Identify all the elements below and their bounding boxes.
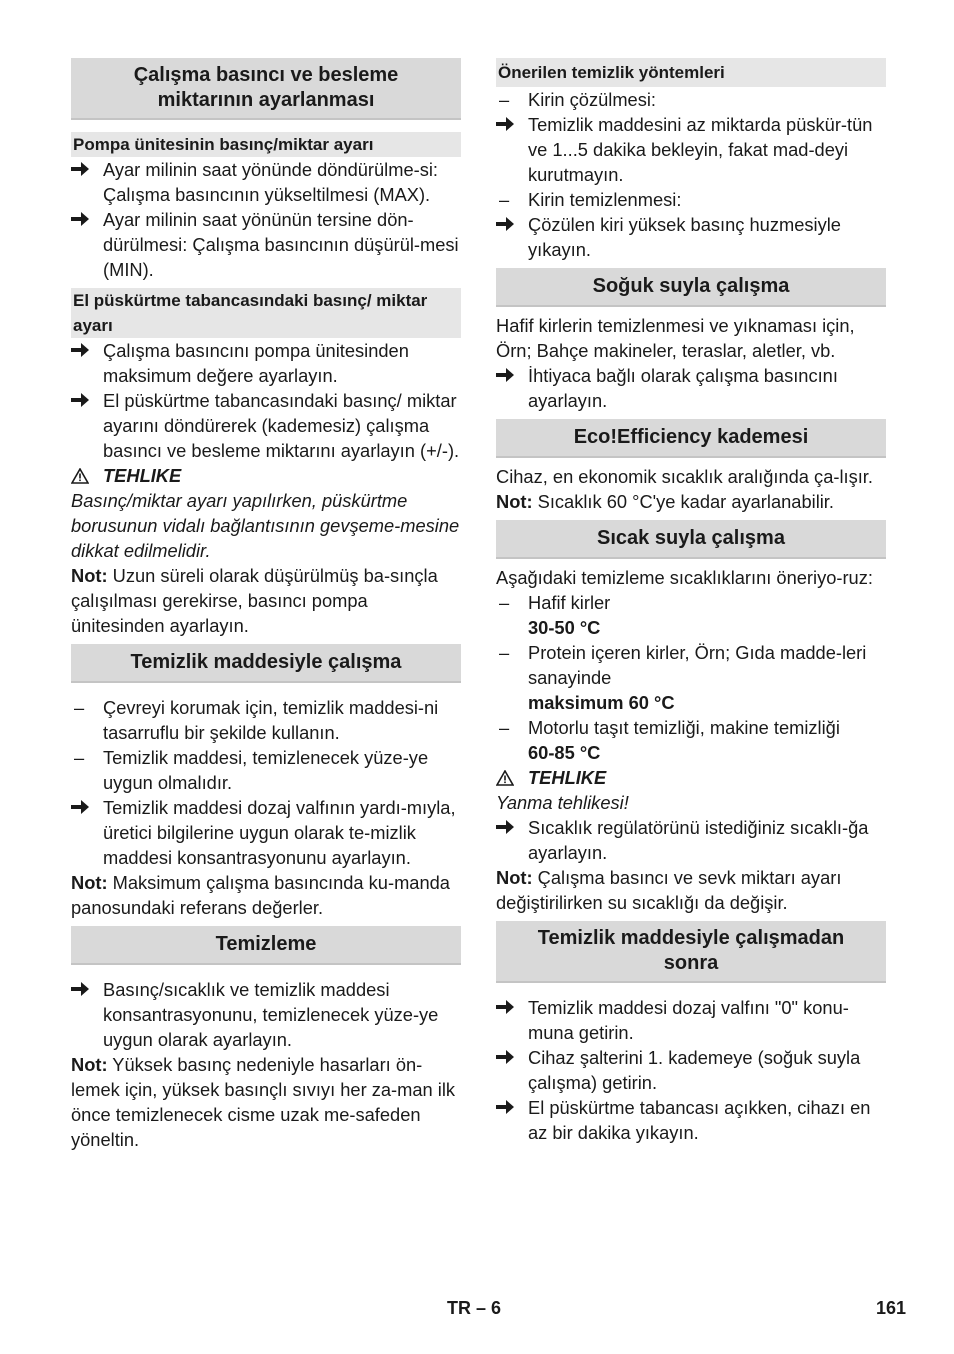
section-heading-cold: Soğuk suyla çalışma: [496, 268, 886, 307]
list-item: – Temizlik maddesi, temizlenecek yüze-ye uygun olmalıdır.: [74, 747, 429, 793]
section-heading-detergent: Temizlik maddesiyle çalışma: [71, 644, 461, 683]
warning-triangle-icon: [496, 770, 514, 786]
list-item: – Kirin temizlenmesi:: [499, 189, 682, 210]
left-column: [71, 58, 461, 1152]
arrow-right-icon: [71, 388, 103, 413]
arrow-right-icon: [496, 363, 528, 388]
arrow-right-icon: [496, 1045, 528, 1070]
danger-warning: TEHLIKE: [71, 463, 461, 488]
subheading-methods: Önerilen temizlik yöntemleri: [496, 58, 886, 87]
page-number: 161: [876, 1298, 907, 1318]
list-item: Temizlik maddesi dozaj valfının yardı-mıyla, üretici bilgilerine uygun olarak te-mizlik maddesi konsantrasyonunu ayarlayın.: [71, 795, 461, 870]
section-heading-pressure: Çalışma basıncı ve besleme miktarının ayarlanması: [71, 58, 461, 120]
list-item: – Motorlu taşıt temizliği, makine temizliği 60-85 °C: [499, 717, 840, 763]
note-paragraph: Not: Sıcaklık 60 °C'ye kadar ayarlanabilir.: [496, 491, 834, 512]
subheading-gun: El püskürtme tabancasındaki basınç/ miktar ayarı: [71, 288, 461, 338]
list-item: Çözülen kiri yüksek basınç huzmesiyle yıkayın.: [496, 212, 886, 262]
list-item: – Kirin çözülmesi:: [499, 89, 657, 110]
list-item: – Protein içeren kirler, Örn; Gıda madde-leri sanayinde maksimum 60 °C: [499, 642, 867, 713]
danger-text: Basınç/miktar ayarı yapılırken, püskürtme borusunun vidalı bağlantısının gevşeme-mesine dikkat edilmelidir.: [71, 490, 460, 561]
list-item: Sıcaklık regülatörünü istediğiniz sıcaklı-ğa ayarlayın.: [496, 815, 886, 865]
list-item: Cihaz şalterini 1. kademeye (soğuk suyla çalışma) getirin.: [496, 1045, 886, 1095]
warning-triangle-icon: [71, 468, 89, 484]
list-item: – Hafif kirler 30-50 °C: [499, 592, 611, 638]
section-heading-after: Temizlik maddesiyle çalışmadan sonra: [496, 921, 886, 983]
danger-warning: TEHLIKE: [496, 765, 886, 790]
arrow-right-icon: [71, 977, 103, 1002]
danger-text: Yanma tehlikesi!: [496, 792, 629, 813]
list-item: Temizlik maddesini az miktarda püskür-tün ve 1...5 dakika bekleyin, fakat mad-deyi kurutmayın.: [496, 112, 886, 187]
footer-language-page: TR – 6: [447, 1298, 502, 1318]
right-column: [496, 58, 886, 1145]
note-paragraph: Not: Maksimum çalışma basıncında ku-manda panosundaki referans değerler.: [71, 872, 450, 918]
section-heading-hot: Sıcak suyla çalışma: [496, 520, 886, 559]
arrow-right-icon: [496, 112, 528, 137]
paragraph: Aşağıdaki temizleme sıcaklıklarını öneriyo-ruz:: [496, 567, 873, 588]
list-item: Temizlik maddesi dozaj valfını "0" konu-muna getirin.: [496, 995, 886, 1045]
arrow-right-icon: [496, 815, 528, 840]
list-item: İhtiyaca bağlı olarak çalışma basıncını ayarlayın.: [496, 363, 886, 413]
arrow-right-icon: [71, 157, 103, 182]
list-item: El püskürtme tabancası açıkken, cihazı en az bir dakika yıkayın.: [496, 1095, 886, 1145]
section-heading-eco: Eco!Efficiency kademesi: [496, 419, 886, 458]
paragraph: Cihaz, en ekonomik sıcaklık aralığında ça-lışır.: [496, 466, 873, 487]
list-item: Basınç/sıcaklık ve temizlik maddesi konsantrasyonunu, temizlenecek yüze-ye uygun olarak ayarlayın.: [71, 977, 461, 1052]
note-paragraph: Not: Yüksek basınç nedeniyle hasarları ön-lemek için, yüksek basınçlı sıvıyı her za-man ilk önce temizlenecek cisme uzak me-safeden yöneltin.: [71, 1054, 456, 1150]
arrow-right-icon: [496, 995, 528, 1020]
list-item: – Çevreyi korumak için, temizlik maddesi-ni tasarruflu bir şekilde kullanın.: [74, 697, 439, 743]
list-item: Ayar milinin saat yönünde döndürülme-si: Çalışma basıncının yükseltilmesi (MAX).: [71, 157, 461, 207]
arrow-right-icon: [496, 212, 528, 237]
arrow-right-icon: [71, 338, 103, 363]
list-item: Ayar milinin saat yönünün tersine dön-dürülmesi: Çalışma basıncının düşürül-mesi (MIN).: [71, 207, 461, 282]
list-item: El püskürtme tabancasındaki basınç/ miktar ayarını döndürerek (kademesiz) çalışma basıncı ve besleme miktarını ayarlayın (+/-).: [71, 388, 461, 463]
arrow-right-icon: [71, 207, 103, 232]
arrow-right-icon: [71, 795, 103, 820]
arrow-right-icon: [496, 1095, 528, 1120]
note-paragraph: Not: Çalışma basıncı ve sevk miktarı ayarı değiştirilirken su sıcaklığı da değişir.: [496, 867, 842, 913]
paragraph: Hafif kirlerin temizlenmesi ve yıknaması için, Örn; Bahçe makineler, teraslar, aletler, vb.: [496, 315, 855, 361]
section-heading-cleaning: Temizleme: [71, 926, 461, 965]
note-paragraph: Not: Uzun süreli olarak düşürülmüş ba-sınçla çalışılması gerekirse, basıncı pompa ünitesinden ayarlayın.: [71, 565, 438, 636]
list-item: Çalışma basıncını pompa ünitesinden maksimum değere ayarlayın.: [71, 338, 461, 388]
subheading-pump: Pompa ünitesinin basınç/miktar ayarı: [71, 132, 461, 157]
